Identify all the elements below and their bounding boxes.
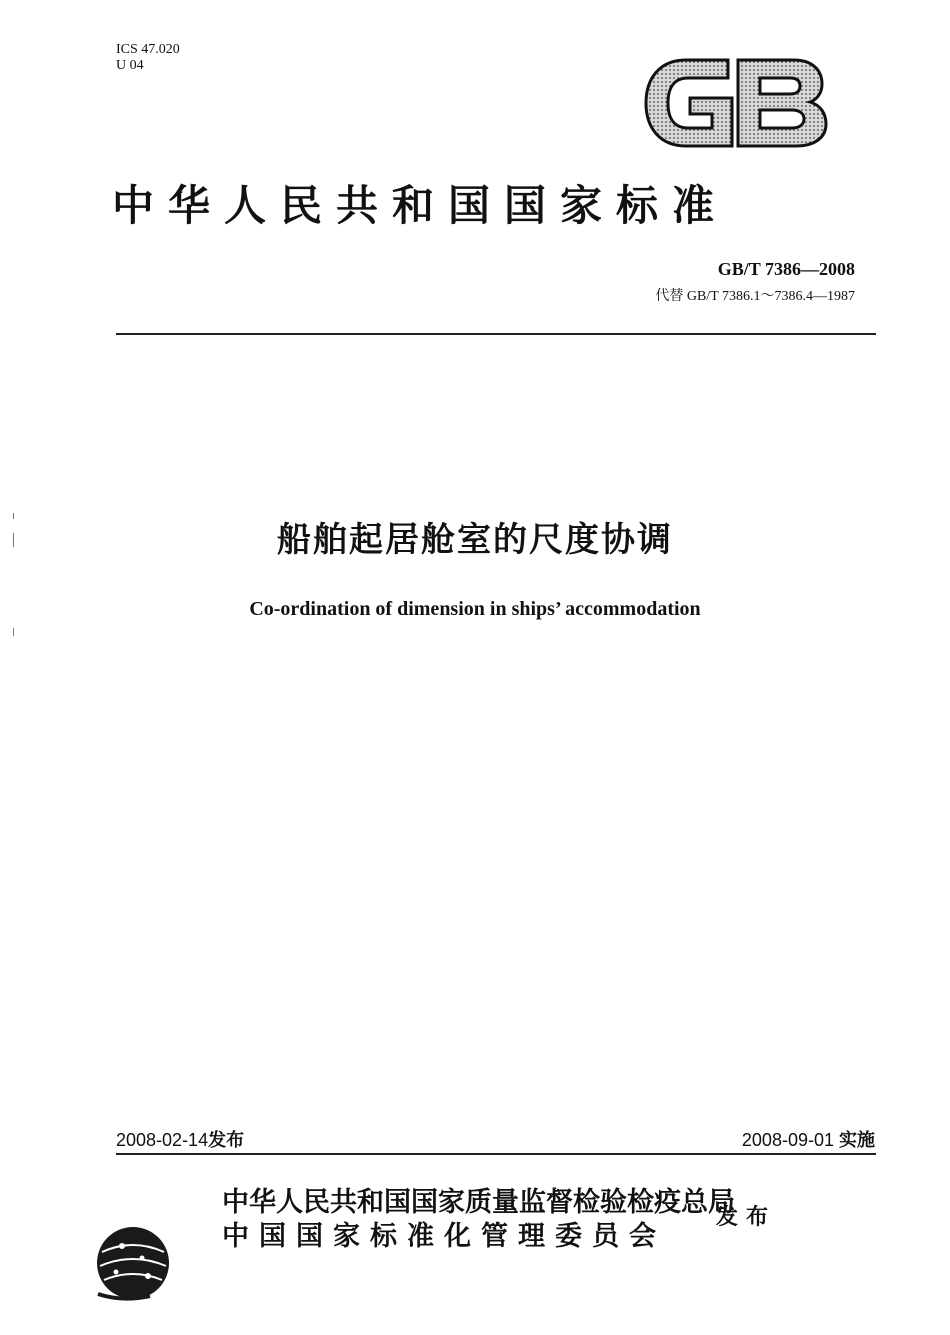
publisher-emblem-icon	[92, 1222, 174, 1304]
header-divider	[116, 333, 876, 335]
scan-mark	[13, 628, 14, 636]
issue-date: 2008-02-14	[116, 1130, 209, 1150]
category-code: U 04	[116, 58, 144, 73]
standard-type-heading: 中华人民共和国国家标准	[112, 181, 729, 230]
implementation-label: 实施	[839, 1130, 875, 1151]
standard-number: GB/T 7386—2008	[717, 259, 855, 279]
gb-logo-icon	[640, 56, 830, 150]
implementation-date: 2008-09-01	[741, 1130, 834, 1150]
replaces-standard: 代替 GB/T 7386.1～7386.4—1987	[655, 289, 855, 304]
ics-code-block	[116, 42, 180, 74]
footer-divider	[116, 1153, 876, 1155]
ics-code: ICS 47.020	[116, 42, 180, 57]
issue-date-line	[116, 1126, 244, 1152]
document-title-chinese: 船舶起居舱室的尺度协调	[277, 520, 673, 560]
publisher-line-1: 中华人民共和国国家质量监督检验检疫总局	[222, 1187, 735, 1218]
issue-label: 发布	[208, 1130, 245, 1151]
document-title-english: Co-ordination of dimension in ships’ accommodation	[249, 598, 701, 620]
publisher-line-2: 中国国家标准化管理委员会	[222, 1221, 666, 1252]
implementation-date-line	[742, 1126, 875, 1152]
publish-label: 发布	[716, 1204, 777, 1230]
